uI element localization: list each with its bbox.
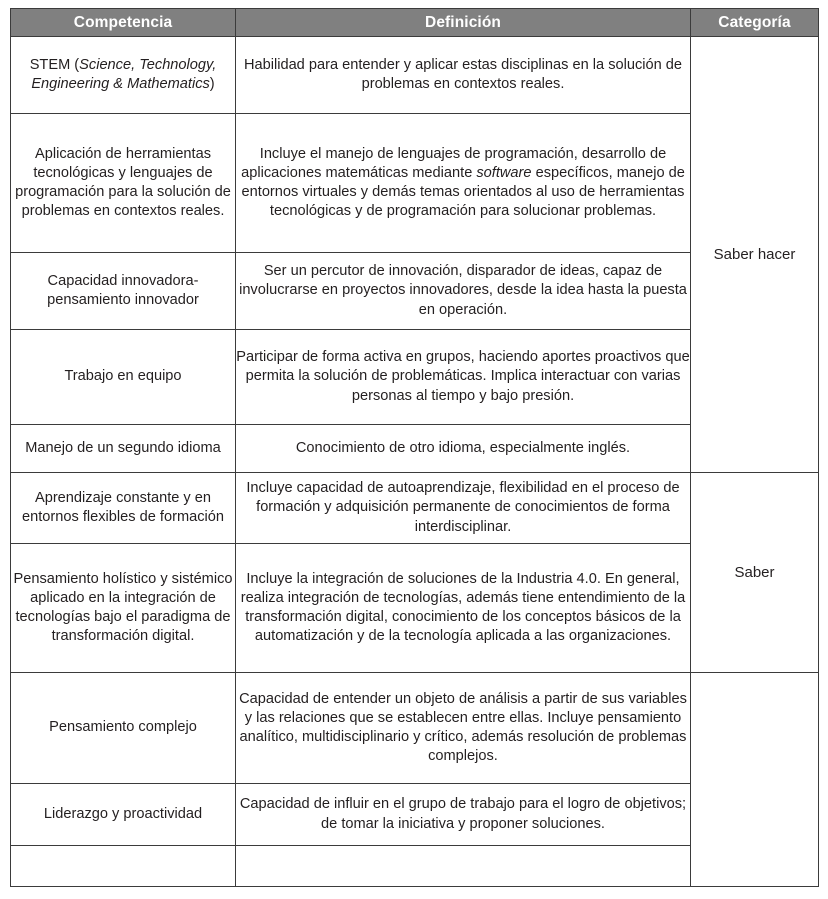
cell-definicion: Conocimiento de otro idioma, especialmente inglés. xyxy=(236,425,691,473)
cell-definicion xyxy=(236,846,691,887)
cell-competencia xyxy=(11,846,236,887)
table-row xyxy=(11,673,819,784)
competencia-text-italic: Science, Technology, Engineering & Mathematics xyxy=(31,56,217,92)
cell-competencia: Pensamiento complejo xyxy=(11,673,236,784)
cell-competencia: Aprendizaje constante y en entornos flexibles de formación xyxy=(11,473,236,544)
table-header xyxy=(11,9,819,37)
cell-definicion: Ser un percutor de innovación, disparador de ideas, capaz de involucrarse en proyectos innovadores, desde la idea hasta la puesta en operación. xyxy=(236,253,691,330)
cell-definicion: Participar de forma activa en grupos, haciendo aportes proactivos que permita la solución de problemáticas. Implica interactuar con varias personas al tiempo y bajo presión. xyxy=(236,330,691,425)
cell-categoria-empty xyxy=(691,673,819,887)
definicion-text-italic: software xyxy=(476,164,532,181)
cell-competencia: Aplicación de herramientas tecnológicas y lenguajes de programación para la solución de problemas en contextos reales. xyxy=(11,114,236,253)
cell-definicion: Incluye capacidad de autoaprendizaje, flexibilidad en el proceso de formación y adquisición permanente de conocimientos de forma interdisciplinar. xyxy=(236,473,691,544)
table-row xyxy=(11,473,819,544)
cell-definicion: Incluye la integración de soluciones de la Industria 4.0. En general, realiza integración de tecnologías, además tiene entendimiento de la transformación digital, conocimiento de los conceptos básicos de la automatización y de la tecnología aplicada a las organizaciones. xyxy=(236,544,691,673)
definicion-text-post: específicos, manejo de entornos virtuales y demás temas orientados al uso de herramientas tecnológicas y de programación para solucionar problemas. xyxy=(241,164,685,220)
table-body xyxy=(11,37,819,887)
cell-definicion: Capacidad de entender un objeto de análisis a partir de sus variables y las relaciones que se establecen entre ellas. Incluye pensamiento analítico, multidisciplinario y crítico, además resolución de problemas complejos. xyxy=(236,673,691,784)
cell-competencia: Pensamiento holístico y sistémico aplicado en la integración de tecnologías bajo el paradigma de transformación digital. xyxy=(11,544,236,673)
column-header-definicion: Definición xyxy=(236,9,691,37)
column-header-categoria: Categoría xyxy=(691,9,819,37)
competencies-table xyxy=(10,8,819,887)
cell-competencia: Liderazgo y proactividad xyxy=(11,784,236,846)
cell-competencia: Trabajo en equipo xyxy=(11,330,236,425)
cell-categoria-saber-hacer: Saber hacer xyxy=(691,37,819,473)
table-row xyxy=(11,37,819,114)
cell-definicion xyxy=(236,114,691,253)
competencia-text-pre: STEM ( xyxy=(29,56,80,73)
column-header-competencia: Competencia xyxy=(11,9,236,37)
cell-definicion: Habilidad para entender y aplicar estas disciplinas en la solución de problemas en contextos reales. xyxy=(236,37,691,114)
cell-competencia: Capacidad innovadora-pensamiento innovador xyxy=(11,253,236,330)
cell-competencia: Manejo de un segundo idioma xyxy=(11,425,236,473)
cell-competencia xyxy=(11,37,236,114)
table-header-row xyxy=(11,9,819,37)
cell-definicion: Capacidad de influir en el grupo de trabajo para el logro de objetivos; de tomar la iniciativa y proponer soluciones. xyxy=(236,784,691,846)
definicion-text-pre: Incluye el manejo de lenguajes de programación, desarrollo de aplicaciones matemáticas mediante xyxy=(241,145,667,181)
competencia-text-post: ) xyxy=(209,76,215,92)
cell-categoria-saber: Saber xyxy=(691,473,819,673)
